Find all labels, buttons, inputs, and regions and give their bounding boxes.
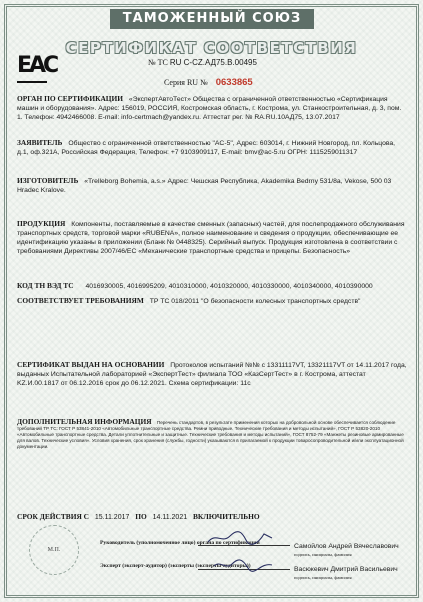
manufacturer-label: ИЗГОТОВИТЕЛЬ [17, 176, 79, 185]
head-name: Самойлов Андрей Вячеславович [294, 543, 399, 550]
expert-caption: подпись, инициалы, фамилия [294, 575, 352, 580]
requirements-section [17, 296, 408, 306]
head-role-text: Руководитель (уполномоченное лицо) органа по сертификации [100, 540, 260, 546]
manufacturer-section [17, 176, 408, 195]
validity-to: 14.11.2021 [152, 514, 188, 521]
validity-label: СРОК ДЕЙСТВИЯ С [17, 512, 89, 521]
head-caption: подпись, инициалы, фамилия [294, 552, 352, 557]
basis-text: Протоколов испытаний №№ с 13311117VT, 13321117VT от 14.11.2017 года, выданных Испытательной лабораторией «ЭкспертТест» филиала ТОО «КазСертТест» в г. Кострома, аттестат KZ.И.00.1817 от 06.12.2016 срок до 06.12.2021. Схема сертификации: 11с [17, 362, 407, 387]
series-line [164, 77, 253, 88]
validity-inclusive: ВКЛЮЧИТЕЛЬНО [192, 512, 260, 521]
basis-section [17, 360, 408, 388]
codes-section [17, 281, 408, 291]
extra-info-text: Перечень стандартов, в результате применения которых на добровольной основе обеспечивается соблюдение требований ТР ТС: ГОСТ Р 53841-2010 «Автомобильные транспортные средства. Ремни приводные. Технические требования и методы испытаний», ГОСТ Р 53820-2010 «Автомобильные транспортные средства. Детали уплотнительные и защитные. Технические требования и методы испытаний», ГОСТ 8752-79 «Манжеты резиновые армированные для валов. Технические условия». Условия хранения, срок хранения (службы, годности) указываются в прилагаемой к продукции товаросопроводительной и/или эксплуатационной документации. [17, 420, 404, 449]
series-number: 0633865 [215, 77, 253, 88]
head-signature [206, 530, 276, 546]
eac-underline [17, 81, 47, 83]
codes-text: 4016930005, 4016995209, 4010310000, 4010320000, 4010330000, 4010340000, 4010390000 [85, 283, 373, 290]
manufacturer-text: «Trelleborg Bohemia, a.s.» Адрес: Чешская Республика, Akademika Bedrny 531/8a, Vekose, 500 03 Hradec Kralove. [17, 178, 392, 194]
expert-name: Васюкевич Дмитрий Васильевич [294, 566, 398, 573]
registration-label: № ТС [148, 58, 168, 67]
organ-text: «ЭкспертАвтоТест» Общества с ограниченной ответственностью «Сертификация машин и оборудования». Адрес: 156019, РОССИЯ, Костромская область, г. Кострома, ул. Станкостроительная, д. 3, пом. 1. Телефон: 4942466008. E-mail: info-certmach@yandex.ru. Аттестат рег. № RA.RU.10АД75, 13.07.2017 [17, 96, 402, 121]
registration-number [148, 58, 257, 67]
organ-section [17, 94, 408, 122]
certificate-title: СЕРТИФИКАТ СООТВЕТСТВИЯ [65, 39, 358, 57]
validity-to-label: ПО [135, 512, 147, 521]
eac-logo-text: ЕАС [17, 53, 57, 78]
eac-logo [17, 52, 57, 80]
requirements-text: ТР ТС 018/2011 "О безопасности колесных транспортных средств" [149, 298, 361, 305]
applicant-text: Общество с ограниченной ответственностью "AC-5", Адрес: 603014, г. Нижний Новгород, пл. Кольцова, д.1, оф.321А, Российская Федерация, Телефон: +7 9103909117, E-mail: bmv@ac-5.ru ОГРН: 1115259011317 [17, 140, 396, 156]
product-label: ПРОДУКЦИЯ [17, 219, 66, 228]
registration-value: RU C-CZ.АД75.В.00495 [169, 58, 257, 67]
stamp-label: М.П. [47, 547, 61, 553]
expert-role-text: Эксперт (эксперт-аудитор) (эксперты (эксперты-аудиторы)) [100, 563, 251, 569]
applicant-section [17, 138, 408, 157]
requirements-label: СООТВЕТСТВУЕТ ТРЕБОВАНИЯМ [17, 296, 144, 305]
series-label: Серия [164, 78, 185, 87]
validity-from: 15.11.2017 [94, 514, 130, 521]
extra-info-section [17, 419, 408, 450]
product-section [17, 219, 408, 256]
product-text: Компоненты, поставляемые в качестве сменных (запасных) частей, для послепродажного обслуживания транспортных средств, торговой марки «RUBENA», полное наименование и сведения о продукции, обеспечивающие ее идентификацию указаны в приложении (Бланк № 0448325). Серийный выпуск. Продукция изготовлена в соответствии с требованиями Директивы 2007/46/ЕС «Механические транспортные средства и прицепы. Безопасность» [17, 221, 405, 255]
series-country: RU [186, 78, 199, 87]
codes-label: КОД ТН ВЭД ТС [17, 281, 74, 290]
expert-signature [212, 556, 276, 572]
series-no-label: № [200, 78, 208, 87]
extra-info-label: ДОПОЛНИТЕЛЬНАЯ ИНФОРМАЦИЯ [17, 417, 152, 426]
stamp-place [29, 525, 79, 575]
basis-label: СЕРТИФИКАТ ВЫДАН НА ОСНОВАНИИ [17, 360, 165, 369]
union-banner: ТАМОЖЕННЫЙ СОЮЗ [110, 9, 314, 29]
applicant-label: ЗАЯВИТЕЛЬ [17, 138, 63, 147]
organ-label: ОРГАН ПО СЕРТИФИКАЦИИ [17, 94, 124, 103]
validity-section [17, 512, 408, 522]
